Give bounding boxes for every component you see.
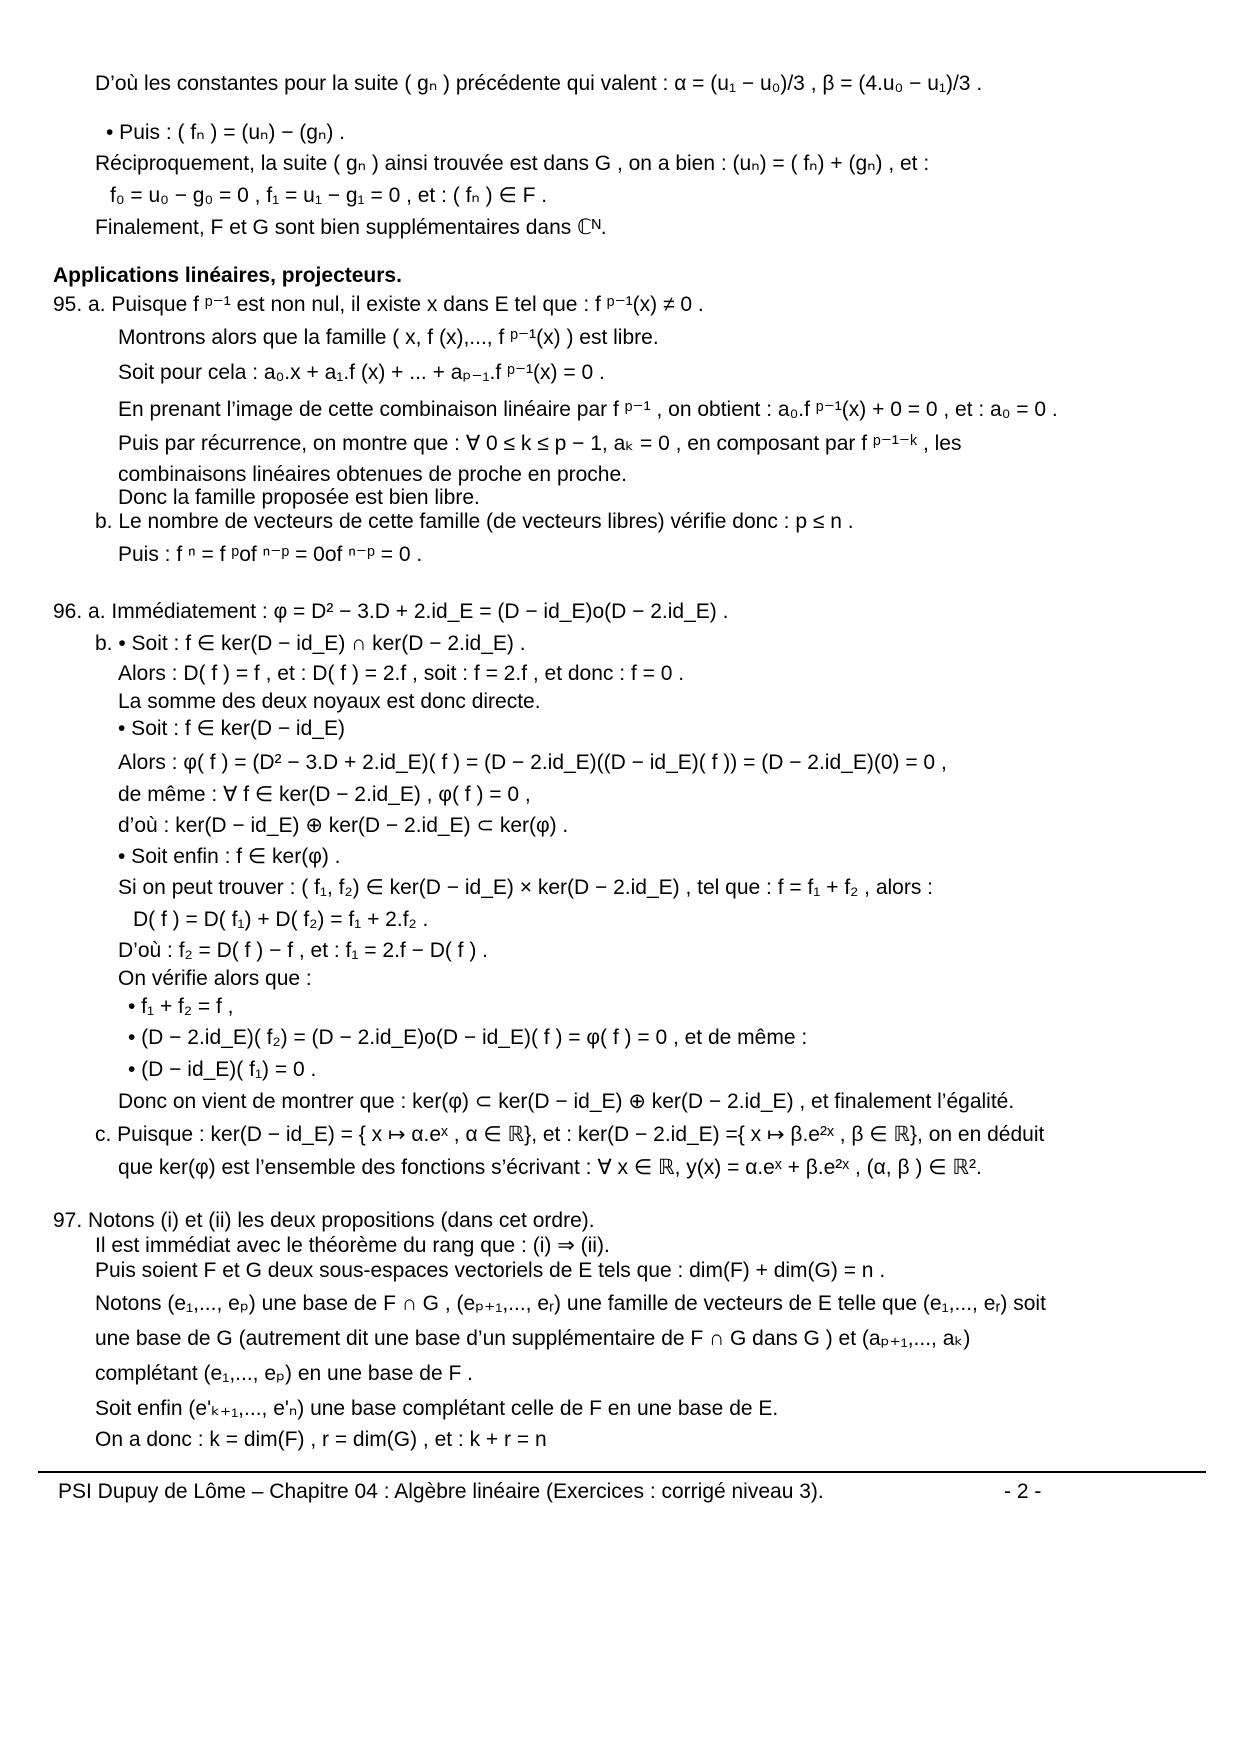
text-line: • Soit enfin : f ∈ ker(φ) . <box>118 845 341 868</box>
text-line: Puis : f ⁿ = f ᵖof ⁿ⁻ᵖ = 0of ⁿ⁻ᵖ = 0 . <box>118 543 423 566</box>
text-line: Finalement, F et G sont bien supplémentaires dans ℂᴺ. <box>95 216 607 239</box>
text-line: • (D − id_E)( f₁) = 0 . <box>128 1058 317 1081</box>
text-line: 97. Notons (i) et (ii) les deux propositions (dans cet ordre). <box>53 1209 595 1232</box>
text-line: La somme des deux noyaux est donc directe. <box>118 690 541 713</box>
text-line: Il est immédiat avec le théorème du rang que : (i) ⇒ (ii). <box>95 1234 610 1257</box>
text-line: Puis par récurrence, on montre que : ∀ 0 ≤ k ≤ p − 1, aₖ = 0 , en composant par f ᵖ⁻¹⁻ᵏ , les <box>118 432 962 455</box>
text-line: f₀ = u₀ − g₀ = 0 , f₁ = u₁ − g₁ = 0 , et : ( fₙ ) ∈ F . <box>110 184 548 207</box>
text-line: D( f ) = D( f₁) + D( f₂) = f₁ + 2.f₂ . <box>133 908 429 931</box>
text-line: une base de G (autrement dit une base d’un supplémentaire de F ∩ G dans G ) et (aₚ₊₁,..., aₖ) <box>95 1327 971 1350</box>
text-line: D’où les constantes pour la suite ( gₙ ) précédente qui valent : α = (u₁ − u₀)/3 , β = (4.u₀ − u₁)/3 . <box>95 72 983 95</box>
text-line: d’où : ker(D − id_E) ⊕ ker(D − 2.id_E) ⊂ ker(φ) . <box>118 814 569 837</box>
text-line: • f₁ + f₂ = f , <box>128 995 234 1018</box>
text-line: combinaisons linéaires obtenues de proche en proche. <box>118 463 627 486</box>
text-line: Réciproquement, la suite ( gₙ ) ainsi trouvée est dans G , on a bien : (uₙ) = ( fₙ) + (gₙ) , et : <box>95 152 930 175</box>
text-line: complétant (e₁,..., eₚ) en une base de F . <box>95 1362 473 1385</box>
text-line: Notons (e₁,..., eₚ) une base de F ∩ G , (eₚ₊₁,..., eᵣ) une famille de vecteurs de E telle que (e₁,..., eᵣ) soit <box>95 1292 1046 1315</box>
text-line: • (D − 2.id_E)( f₂) = (D − 2.id_E)o(D − id_E)( f ) = φ( f ) = 0 , et de même : <box>128 1026 808 1049</box>
text-line: 96. a. Immédiatement : φ = D² − 3.D + 2.id_E = (D − id_E)o(D − 2.id_E) . <box>53 600 729 623</box>
footer-title: PSI Dupuy de Lôme – Chapitre 04 : Algèbre linéaire (Exercices : corrigé niveau 3). <box>58 1480 824 1503</box>
page-number: - 2 - <box>1004 1480 1042 1503</box>
text-line: Si on peut trouver : ( f₁, f₂) ∈ ker(D − id_E) × ker(D − 2.id_E) , tel que : f = f₁ + f₂ , alors : <box>118 876 934 899</box>
text-line: b. Le nombre de vecteurs de cette famille (de vecteurs libres) vérifie donc : p ≤ n . <box>95 510 854 533</box>
text-line: b. • Soit : f ∈ ker(D − id_E) ∩ ker(D − 2.id_E) . <box>95 632 526 655</box>
text-line: Soit pour cela : a₀.x + a₁.f (x) + ... + aₚ₋₁.f ᵖ⁻¹(x) = 0 . <box>118 361 605 384</box>
text-line: c. Puisque : ker(D − id_E) = { x ↦ α.eˣ , α ∈ ℝ}, et : ker(D − 2.id_E) ={ x ↦ β.e²ˣ , β ∈ ℝ}, on en déduit <box>95 1123 1045 1146</box>
text-line: • Soit : f ∈ ker(D − id_E) <box>118 717 345 740</box>
text-line: On vérifie alors que : <box>118 967 312 990</box>
text-line: Soit enfin (e'ₖ₊₁,..., e'ₙ) une base complétant celle de F en une base de E. <box>95 1397 779 1420</box>
text-line: Alors : φ( f ) = (D² − 3.D + 2.id_E)( f ) = (D − 2.id_E)((D − id_E)( f )) = (D − 2.id_E)(0) = 0 , <box>118 751 947 774</box>
text-line: • Puis : ( fₙ ) = (uₙ) − (gₙ) . <box>106 121 345 144</box>
text-line: Alors : D( f ) = f , et : D( f ) = 2.f , soit : f = 2.f , et donc : f = 0 . <box>118 662 685 685</box>
text-line: que ker(φ) est l’ensemble des fonctions s’écrivant : ∀ x ∈ ℝ, y(x) = α.eˣ + β.e²ˣ , (α, β ) ∈ ℝ². <box>118 1156 982 1179</box>
text-line: Donc la famille proposée est bien libre. <box>118 486 480 509</box>
text-line: Donc on vient de montrer que : ker(φ) ⊂ ker(D − id_E) ⊕ ker(D − 2.id_E) , et finalement l’égalité. <box>118 1090 1015 1113</box>
text-line: 95. a. Puisque f ᵖ⁻¹ est non nul, il existe x dans E tel que : f ᵖ⁻¹(x) ≠ 0 . <box>53 293 704 316</box>
text-line: D’où : f₂ = D( f ) − f , et : f₁ = 2.f − D( f ) . <box>118 939 489 962</box>
text-line: Montrons alors que la famille ( x, f (x),..., f ᵖ⁻¹(x) ) est libre. <box>118 326 659 349</box>
text-line: de même : ∀ f ∈ ker(D − 2.id_E) , φ( f ) = 0 , <box>118 783 531 806</box>
text-line: En prenant l’image de cette combinaison linéaire par f ᵖ⁻¹ , on obtient : a₀.f ᵖ⁻¹(x) + 0 = 0 , et : a₀ = 0 . <box>118 398 1058 421</box>
text-line: Puis soient F et G deux sous-espaces vectoriels de E tels que : dim(F) + dim(G) = n . <box>95 1259 886 1282</box>
text-line: On a donc : k = dim(F) , r = dim(G) , et : k + r = n <box>95 1428 547 1451</box>
section-heading: Applications linéaires, projecteurs. <box>53 264 402 287</box>
footer-rule <box>38 1471 1206 1473</box>
